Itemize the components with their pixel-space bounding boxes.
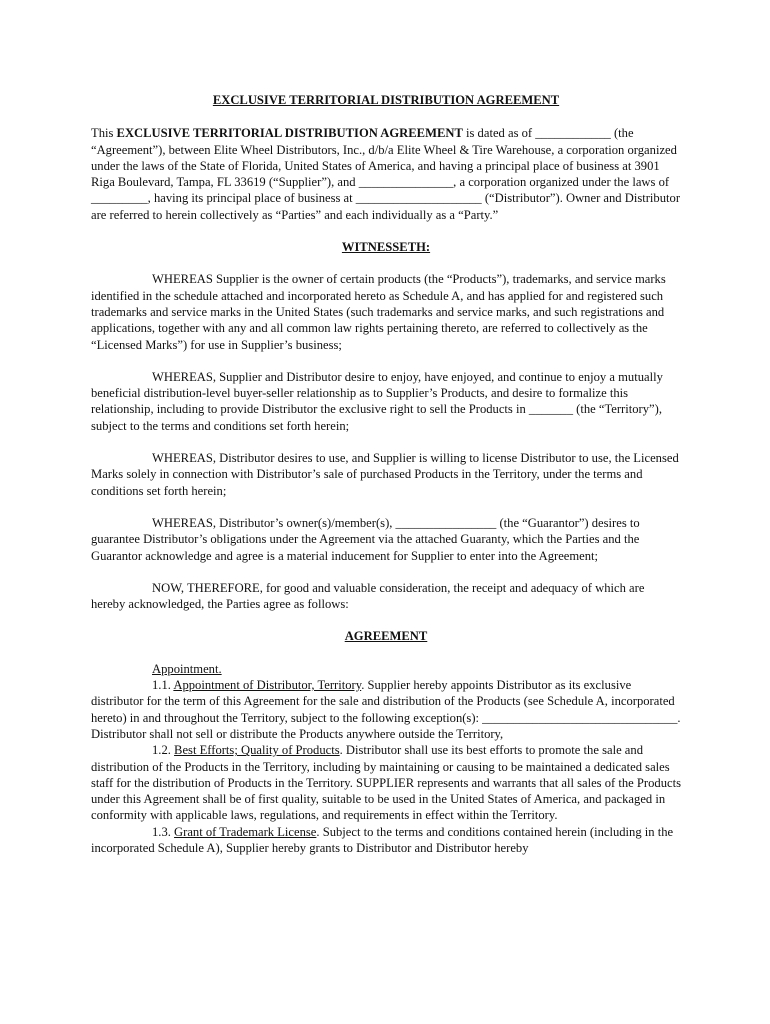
intro-text-rest: is dated as of ____________ (the “Agreement”), between Elite Wheel Distributors, Inc., d/b/a Elite Wheel & Tire Warehouse, a corporation organized under the laws of the State of Florida, United States of America, and having a principal place of business at 3901 Riga Boulevard, Tampa, FL 33619 (“Supplier”), and _______________, a corporation organized under the laws of _________, having its principal place of business at ____________________ (“Distributor”). Owner and Distributor are referred to herein collectively as “Parties” and each individually as a “Party.”	[91, 126, 681, 222]
intro-paragraph	[91, 125, 681, 223]
document-page	[91, 92, 681, 856]
clause-number: 1.3.	[152, 824, 175, 839]
clause-number: 1.2.	[152, 743, 175, 758]
clause-heading: Appointment of Distributor, Territory	[173, 678, 362, 693]
witnesseth-heading: WITNESSETH:	[341, 240, 431, 255]
intro-text-start: This	[91, 126, 117, 141]
clause-1-2	[91, 742, 681, 823]
agreement-heading: AGREEMENT	[344, 629, 428, 644]
clause-text: . Distributor shall use its best efforts to promote the sale and distribution of the Products in the Territory, including by maintaining or causing to be maintained a dedicated sales staff for the distribution of Products in the Territory. SUPPLIER represents and warrants that all sales of the Products under this Agreement shall be of first quality, suitable to be used in the United States of America, and packaged in conformity with applicable laws, regulations, and requirements in effect within the Territory.	[91, 743, 681, 823]
clause-number: 1.1.	[152, 678, 174, 693]
clause-heading: Best Efforts; Quality of Products	[174, 743, 340, 758]
document-title: EXCLUSIVE TERRITORIAL DISTRIBUTION AGREEMENT	[212, 93, 560, 107]
clause-1-3	[91, 824, 681, 857]
whereas-paragraph: WHEREAS, Distributor desires to use, and Supplier is willing to license Distributor to use, the Licensed Marks solely in connection with Distributor’s sale of purchased Products in the Territory, under the terms and conditions set forth herein;	[91, 451, 679, 498]
clause-text: . Supplier hereby appoints Distributor as its exclusive distributor for the term of this Agreement for the sale and distribution of the Products (see Schedule A, incorporated hereto) in and throughout the Territory, subject to the following exception(s): _______________________________. Distributor shall not sell or distribute the Products anywhere outside the Territory,	[91, 678, 681, 741]
whereas-paragraph: WHEREAS, Supplier and Distributor desire to enjoy, have enjoyed, and continue to enjoy a mutually beneficial distribution-level buyer-seller relationship as to Supplier’s Products, and desire to formalize this relationship, including to provide Distributor the exclusive right to sell the Products in _______ (the “Territory”), subject to the terms and conditions set forth herein;	[91, 369, 663, 433]
whereas-paragraph: WHEREAS, Distributor’s owner(s)/member(s), ________________ (the “Guarantor”) desires to guarantee Distributor’s obligations under the Agreement via the attached Guaranty, which the Parties and the Guarantor acknowledge and agree is a material inducement for Supplier to enter into the Agreement;	[91, 515, 640, 563]
intro-bold-title: EXCLUSIVE TERRITORIAL DISTRIBUTION AGREEMENT	[116, 126, 463, 141]
now-therefore-paragraph: NOW, THEREFORE, for good and valuable consideration, the receipt and adequacy of which are hereby acknowledged, the Parties agree as follows:	[91, 580, 645, 612]
clause-text: . Subject to the terms and conditions contained herein (including in the incorporated Schedule A), Supplier hereby grants to Distributor and Distributor hereby	[91, 824, 674, 855]
section-title-appointment: Appointment.	[152, 661, 222, 676]
whereas-paragraph: WHEREAS Supplier is the owner of certain products (the “Products”), trademarks, and service marks identified in the schedule attached and incorporated hereto as Schedule A, and has applied for and registered such trademarks and service marks in the United States (such trademarks and service marks, and such registrations and applications, together with any and all common law rights pertaining thereto, are referred to collectively as the “Licensed Marks”) for use in Supplier’s business;	[91, 272, 666, 352]
clause-1-1	[91, 677, 681, 742]
clause-heading: Grant of Trademark License	[174, 824, 317, 839]
